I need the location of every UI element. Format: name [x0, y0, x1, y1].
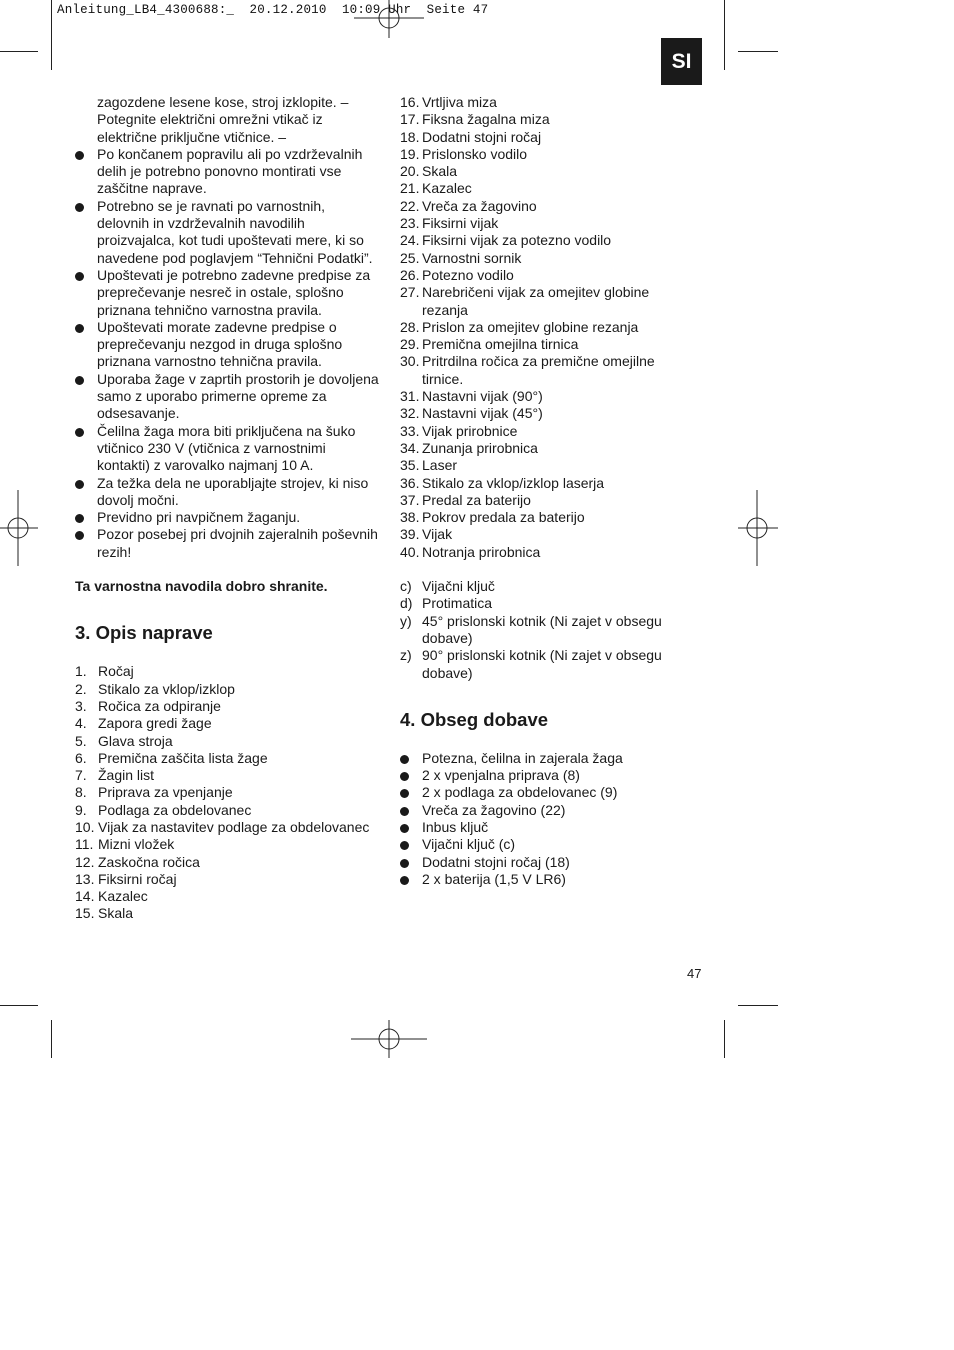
bullet-icon: [400, 755, 409, 764]
list-item: 26. Potezno vodilo: [400, 266, 514, 283]
crop-mark-top-right-h: [738, 51, 778, 52]
list-item: 6. Premična zaščita lista žage: [75, 749, 268, 766]
list-item: Upoštevati je potrebno zadevne predpise za preprečevanje nesreč in ostale, splošno priznana tehnično varnostna pravila.: [75, 267, 380, 319]
print-header: Anleitung_LB4_4300688:_ 20.12.2010 10:09 Uhr Seite 47: [57, 3, 489, 17]
list-item: 31. Nastavni vijak (90°): [400, 388, 543, 405]
list-item: 30. Pritrdilna ročica za premične omejilne tirnice.: [400, 353, 655, 387]
safety-bullet-list: [75, 146, 380, 561]
bullet-icon: [400, 772, 409, 781]
list-item: y) 45° prislonski kotnik (Ni zajet v obsegu dobave): [400, 612, 662, 646]
bullet-icon: [400, 789, 409, 798]
bullet-icon: [75, 428, 84, 437]
list-item: 25. Varnostni sornik: [400, 249, 522, 266]
list-item: 36. Stikalo za vklop/izklop laserja: [400, 474, 605, 491]
list-item: Upoštevati morate zadevne predpise o preprečevanju nezgod in druga splošno priznana varnostno tehnična pravila.: [75, 319, 380, 371]
list-item: 37. Predal za baterijo: [400, 491, 531, 508]
list-item: d) Protimatica: [400, 595, 493, 612]
bullet-icon: [75, 203, 84, 212]
registration-mark-bottom: [349, 1020, 429, 1060]
list-item: 35. Laser: [400, 457, 458, 474]
bullet-icon: [75, 151, 84, 160]
section-4-title: 4. Obseg dobave: [400, 708, 549, 730]
list-item: 3. Ročica za odpiranje: [75, 697, 221, 714]
list-item: 27. Narebričeni vijak za omejitev globine rezanja: [400, 284, 650, 318]
crop-mark-bottom-right-v: [724, 1020, 725, 1058]
list-item: 20. Skala: [400, 163, 458, 180]
list-item: z) 90° prislonski kotnik (Ni zajet v obsegu dobave): [400, 647, 662, 681]
list-item: Za težka dela ne uporabljajte strojev, ki niso dovolj močni.: [75, 475, 380, 510]
list-item: 39. Vijak: [400, 526, 453, 543]
language-badge: SI: [661, 38, 702, 85]
list-item: 19. Prislonsko vodilo: [400, 145, 528, 162]
bullet-icon: [400, 807, 409, 816]
crop-mark-bottom-right-h: [738, 1005, 778, 1006]
crop-mark-top-left-v: [51, 0, 52, 70]
list-item: 4. Zapora gredi žage: [75, 715, 212, 732]
list-item: 2. Stikalo za vklop/izklop: [75, 680, 235, 697]
list-item: Po končanem popravilu ali po vzdrževalnih delih je potrebno ponovno montirati vse zaščitne naprave.: [75, 146, 380, 198]
list-item: 24. Fiksirni vijak za potezno vodilo: [400, 232, 612, 249]
safety-continuation: zagozdene lesene kose, stroj izklopite. – Potegnite električni omrežni vtikač iz električne priključne vtičnice. –: [97, 94, 349, 145]
right-column: [400, 94, 675, 888]
scope-of-delivery-list: [400, 750, 675, 888]
list-item: 32. Nastavni vijak (45°): [400, 405, 543, 422]
list-item: Pozor posebej pri dvojnih zajeralnih poševnih rezih!: [75, 526, 380, 561]
list-item: 22. Vreča za žagovino: [400, 197, 537, 214]
crop-mark-top-right-v: [724, 0, 725, 70]
bullet-icon: [400, 824, 409, 833]
list-item: 21. Kazalec: [400, 180, 472, 197]
list-item: 7. Žagin list: [75, 767, 155, 784]
registration-mark-left: [0, 490, 40, 570]
list-item: 12. Zaskočna ročica: [75, 853, 200, 870]
accessories-list: [400, 578, 675, 682]
list-item: 2 x baterija (1,5 V LR6): [400, 871, 675, 888]
list-item: 10. Vijak za nastavitev podlage za obdelovanec: [75, 818, 370, 835]
list-item: 14. Kazalec: [75, 888, 148, 905]
safety-note: Ta varnostna navodila dobro shranite.: [75, 578, 328, 595]
list-item: Vreča za žagovino (22): [400, 802, 675, 819]
list-item: Čelilna žaga mora biti priključena na šuko vtičnico 230 V (vtičnica z varnostnimi kontakti) z varovalko najmanj 10 A.: [75, 423, 380, 475]
list-item: 1. Ročaj: [75, 663, 134, 680]
list-item: 5. Glava stroja: [75, 732, 173, 749]
crop-mark-bottom-left-h: [0, 1005, 38, 1006]
page-number: 47: [687, 966, 702, 981]
left-column: [75, 94, 380, 923]
list-item: Uporaba žage v zaprtih prostorih je dovoljena samo z uporabo primerne opreme za odsesavanje.: [75, 371, 380, 423]
section-3-title: 3. Opis naprave: [75, 622, 213, 644]
bullet-icon: [400, 841, 409, 850]
bullet-icon: [75, 272, 84, 281]
list-item: 16. Vrtljiva miza: [400, 94, 497, 110]
parts-list-left: [75, 663, 380, 922]
registration-mark-top: [349, 0, 429, 40]
list-item: 11. Mizni vložek: [75, 836, 175, 853]
list-item: Potrebno se je ravnati po varnostnih, delovnih in vzdrževalnih navodilih proizvajalca, kot tudi upoštevati mere, ki so navedene pod poglavjem “Tehnični Podatki”.: [75, 198, 380, 267]
crop-mark-bottom-left-v: [51, 1020, 52, 1058]
bullet-icon: [75, 514, 84, 523]
list-item: 18. Dodatni stojni ročaj: [400, 128, 542, 145]
list-item: 29. Premična omejilna tirnica: [400, 336, 579, 353]
bullet-icon: [75, 531, 84, 540]
list-item: Dodatni stojni ročaj (18): [400, 854, 675, 871]
list-item: 15. Skala: [75, 905, 134, 922]
bullet-icon: [75, 376, 84, 385]
bullet-icon: [75, 324, 84, 333]
bullet-icon: [400, 876, 409, 885]
crop-mark-top-left-h: [0, 51, 38, 52]
list-item: 2 x vpenjalna priprava (8): [400, 767, 675, 784]
list-item: 38. Pokrov predala za baterijo: [400, 509, 585, 526]
list-item: 23. Fiksirni vijak: [400, 215, 499, 232]
list-item: Previdno pri navpičnem žaganju.: [75, 509, 380, 526]
list-item: 8. Priprava za vpenjanje: [75, 784, 233, 801]
bullet-icon: [75, 480, 84, 489]
parts-list-right: [400, 94, 675, 561]
list-item: 2 x podlaga za obdelovanec (9): [400, 784, 675, 801]
list-item: 13. Fiksirni ročaj: [75, 870, 177, 887]
list-item: 17. Fiksna žagalna miza: [400, 111, 550, 128]
list-item: 9. Podlaga za obdelovanec: [75, 801, 252, 818]
list-item: Vijačni ključ (c): [400, 836, 675, 853]
list-item: 40. Notranja prirobnica: [400, 543, 541, 560]
list-item: 34. Zunanja prirobnica: [400, 439, 538, 456]
registration-mark-right: [738, 490, 778, 570]
list-item: 28. Prislon za omejitev globine rezanja: [400, 318, 639, 335]
list-item: c) Vijačni ključ: [400, 578, 495, 595]
list-item: 33. Vijak prirobnice: [400, 422, 518, 439]
bullet-icon: [400, 859, 409, 868]
list-item: Inbus ključ: [400, 819, 675, 836]
list-item: Potezna, čelilna in zajerala žaga: [400, 750, 675, 767]
